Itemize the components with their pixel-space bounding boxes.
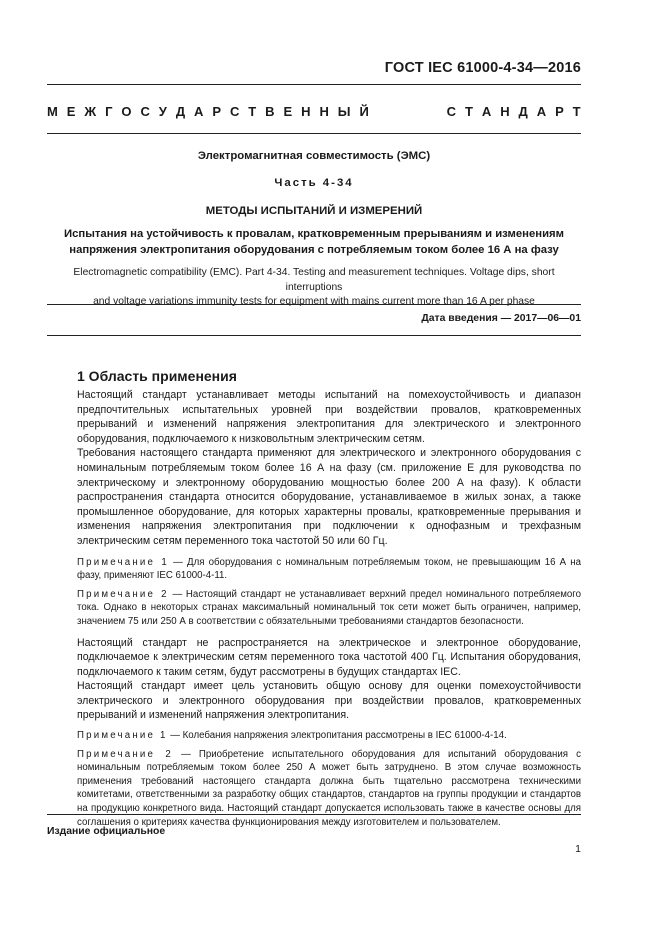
note-label: Примечание 2 [77, 588, 169, 600]
banner-letter: В [265, 104, 275, 119]
banner-rule [47, 133, 581, 134]
emc-title: Электромагнитная совместимость (ЭМС) [197, 150, 431, 162]
note [77, 729, 581, 743]
banner-letter: Д [518, 104, 528, 119]
banner-letter: У [158, 104, 167, 119]
note-label: Примечание 1 [77, 556, 170, 568]
standard-type-banner [47, 104, 581, 119]
subtitle-line: Испытания на устойчивость к провалам, кратковременным прерываниям и изменениям [64, 228, 564, 240]
top-rule [47, 84, 581, 85]
date-rule-bottom [47, 335, 581, 336]
banner-letter: Т [464, 104, 473, 119]
section-body [77, 388, 581, 829]
english-title-line: and voltage variations immunity tests for equipment with mains current more than 16 A per phase [93, 296, 535, 307]
banner-letter: Т [572, 104, 581, 119]
banner-letter: Н [301, 104, 311, 119]
banner-letter: Е [66, 104, 76, 119]
introduction-date: Дата введения — 2017—06—01 [421, 313, 581, 324]
banner-letter: Р [212, 104, 222, 119]
banner-letter: Н [500, 104, 510, 119]
banner-letter: А [481, 104, 492, 119]
paragraph: Настоящий стандарт имеет цель установить общую основу для оценки помехоустойчивости электрического и электронного оборудования при воздействии провалов, кратковременных прерываний и изменений напряжения электропитания. [77, 680, 581, 722]
banner-letter: Д [175, 104, 186, 119]
note [77, 556, 581, 583]
note-label: Примечание 2 [77, 748, 173, 760]
document-number: ГОСТ IEC 61000-4-34—2016 [384, 60, 581, 76]
banner-letter: Т [248, 104, 257, 119]
note-text: — Колебания напряжения электропитания рассмотрены в IEC 61000-4-14. [167, 730, 507, 742]
banner-letter: М [47, 104, 58, 119]
english-title [47, 266, 581, 310]
banner-letter: Г [105, 104, 113, 119]
date-rule-top [47, 304, 581, 305]
banner-letter: А [536, 104, 547, 119]
banner-letter: Н [319, 104, 329, 119]
banner-letter: О [121, 104, 132, 119]
part-title: Часть 4-34 [274, 177, 354, 189]
footer-rule [47, 814, 581, 815]
paragraph: Настоящий стандарт устанавливает методы испытаний на помехоустойчивость и диапазон предпочтительных испытательных уровней при воздействии провалов, кратковременных прерываний и изменений напряжения электропитания для электрического и электронного оборудования, подключаемого к низковольтным электрическим сетям. [77, 389, 581, 445]
note [77, 588, 581, 629]
note-label: Примечание 1 [77, 730, 168, 742]
banner-letter: С [229, 104, 240, 119]
banner-letter: Ж [84, 104, 97, 119]
banner-letter: С [446, 104, 457, 119]
note-text: — Настоящий стандарт не устанавливает верхний предел номинального потребляемого тока. Однако в некоторых странах максимальный номинальный ток сети может быть ограничен, например, значением 75 или 250 А в соответствии с обязательными требованиями стандартов безопасности. [77, 588, 581, 627]
banner-letter: Е [283, 104, 293, 119]
paragraph: Настоящий стандарт не распространяется на электрическое и электронное оборудование, подключаемое к электрическим сетям переменного тока частотой 400 Гц. Испытания оборудования, подключаемого к таким сетям, будут рассмотрены в будущих стандартах IEC. [77, 636, 581, 678]
english-title-line: Electromagnetic compatibility (EMC). Part 4-34. Testing and measurement techniques. Voltage dips, short interruptions [73, 267, 555, 293]
note-text: — Приобретение испытательного оборудования для испытаний оборудования с номинальным потребляемым током более 250 А может быть затруднено. В этом случае возможность применения требований настоящего стандарта должна быть тщательно рассмотрена техническими комитетами, ответственными за разработку общих стандартов, стандартов на группы продукции и стандартов на продукцию конкретного вида. Настоящий стандарт допускается использовать также в качестве основы для соглашения о критериях качества функционирования между изготовителем и пользователем. [77, 748, 581, 828]
banner-letter: С [140, 104, 150, 119]
paragraph: Требования настоящего стандарта применяют для электрического и электронного оборудования с номинальным потребляемым током более 16 А на фазу (см. приложение Е для руководства по электрическому и электронному оборудованию мощностью более 200 А на фазу). К области распространения стандарта относится оборудование, устанавливаемое в жилых зонах, а также промышленное оборудование, для которых характерны провалы, кратковременные прерывания и изменения напряжения электропитания при подключении к однофазным и трехфазным электрическим сетям переменного тока частотой 50 или 60 Гц. [77, 447, 581, 547]
official-edition-label: Издание официальное [47, 826, 166, 837]
banner-letter: Ы [337, 104, 351, 119]
subtitle-line: напряжения электропитания оборудования с потребляемым током более 16 А на фазу [69, 243, 559, 256]
note [77, 748, 581, 830]
section-title: 1 Область применения [77, 368, 237, 384]
methods-title: МЕТОДЫ ИСПЫТАНИЙ И ИЗМЕРЕНИЙ [205, 205, 423, 217]
banner-letter: Й [359, 104, 369, 119]
page-number: 1 [575, 843, 581, 855]
banner-letter: Р [555, 104, 564, 119]
note-text: — Для оборудования с номинальным потребляемым током, не превышающим 16 А на фазу, применяют IEC 61000-4-11. [77, 556, 581, 582]
document-subtitle [47, 227, 581, 258]
banner-letter: А [194, 104, 204, 119]
